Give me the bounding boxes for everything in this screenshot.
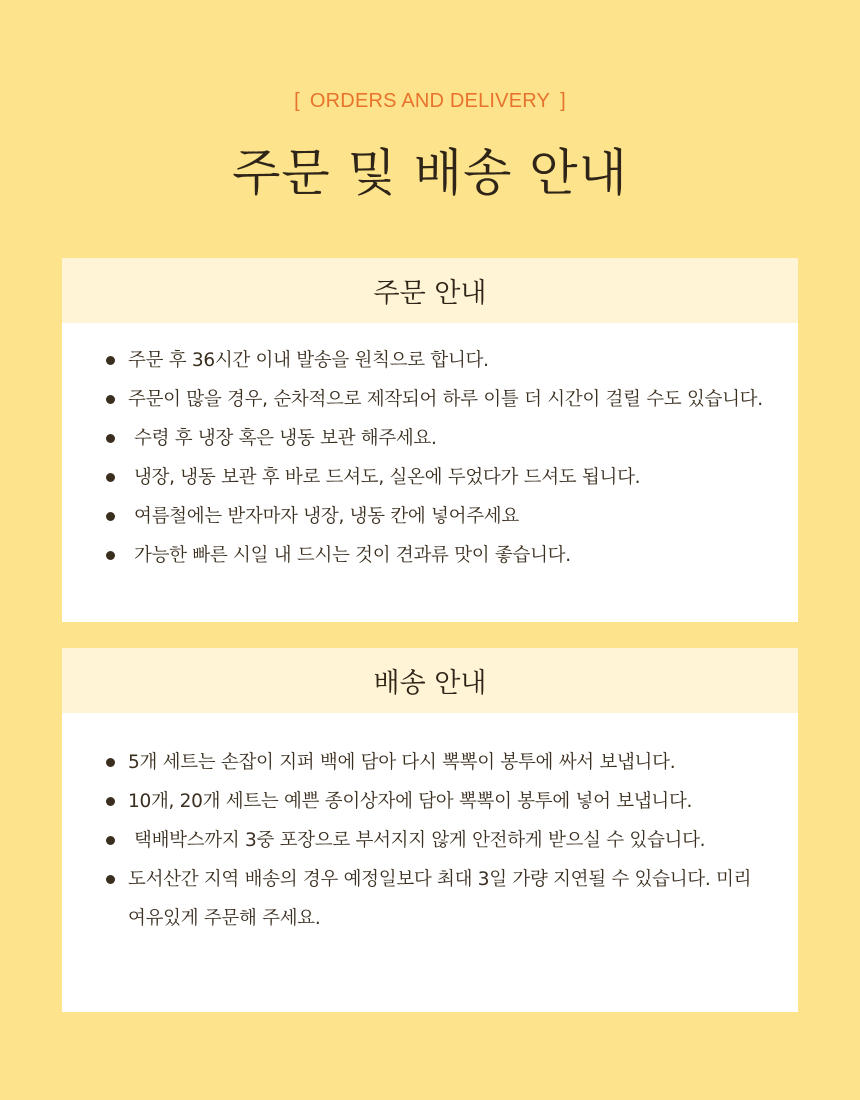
bullet-icon xyxy=(106,473,115,482)
list-item-text: 택배박스까지 3중 포장으로 부서지지 않게 안전하게 받으실 수 있습니다. xyxy=(134,830,706,851)
list-item xyxy=(62,458,798,497)
bullet-icon xyxy=(106,512,115,521)
bullet-icon xyxy=(106,836,115,845)
bullet-icon xyxy=(106,395,115,404)
delivery-info-list xyxy=(62,713,798,938)
eyebrow-close-bracket: ] xyxy=(560,90,566,112)
list-item xyxy=(62,419,798,458)
list-item-text: 주문이 많을 경우, 순차적으로 제작되어 하루 이틀 더 시간이 걸릴 수도 있습니다. xyxy=(128,389,763,410)
eyebrow-open-bracket: [ xyxy=(294,90,300,112)
list-item-text: 주문 후 36시간 이내 발송을 원칙으로 합니다. xyxy=(128,350,489,371)
bullet-icon xyxy=(106,758,115,767)
section-eyebrow xyxy=(0,89,860,113)
order-info-card xyxy=(62,258,798,622)
delivery-info-heading: 배송 안내 xyxy=(62,648,798,713)
bullet-icon xyxy=(106,875,115,884)
list-item-text: 냉장, 냉동 보관 후 바로 드셔도, 실온에 두었다가 드셔도 됩니다. xyxy=(134,467,641,488)
list-item-text: 5개 세트는 손잡이 지퍼 백에 담아 다시 뽁뽁이 봉투에 싸서 보냅니다. xyxy=(128,752,676,773)
list-item-text: 10개, 20개 세트는 예쁜 종이상자에 담아 뽁뽁이 봉투에 넣어 보냅니다. xyxy=(128,791,693,812)
list-item xyxy=(62,536,798,575)
list-item-text: 가능한 빠른 시일 내 드시는 것이 견과류 맛이 좋습니다. xyxy=(134,545,571,566)
list-item xyxy=(62,782,798,821)
order-info-heading: 주문 안내 xyxy=(62,258,798,323)
list-item xyxy=(62,380,798,419)
list-item-text: 여름철에는 받자마자 냉장, 냉동 칸에 넣어주세요 xyxy=(134,506,519,527)
list-item-text: 도서산간 지역 배송의 경우 예정일보다 최대 3일 가량 지연될 수 있습니다. 미리 여유있게 주문해 주세요. xyxy=(128,869,752,929)
list-item xyxy=(62,860,798,938)
list-item xyxy=(62,497,798,536)
page-title: 주문 및 배송 안내 xyxy=(232,144,628,202)
order-info-list xyxy=(62,323,798,575)
list-item xyxy=(62,743,798,782)
bullet-icon xyxy=(106,551,115,560)
eyebrow-label: ORDERS AND DELIVERY xyxy=(309,90,551,112)
list-item xyxy=(62,821,798,860)
bullet-icon xyxy=(106,434,115,443)
delivery-info-card xyxy=(62,648,798,1012)
bullet-icon xyxy=(106,356,115,365)
list-item xyxy=(62,341,798,380)
list-item-text: 수령 후 냉장 혹은 냉동 보관 해주세요. xyxy=(134,428,437,449)
bullet-icon xyxy=(106,797,115,806)
